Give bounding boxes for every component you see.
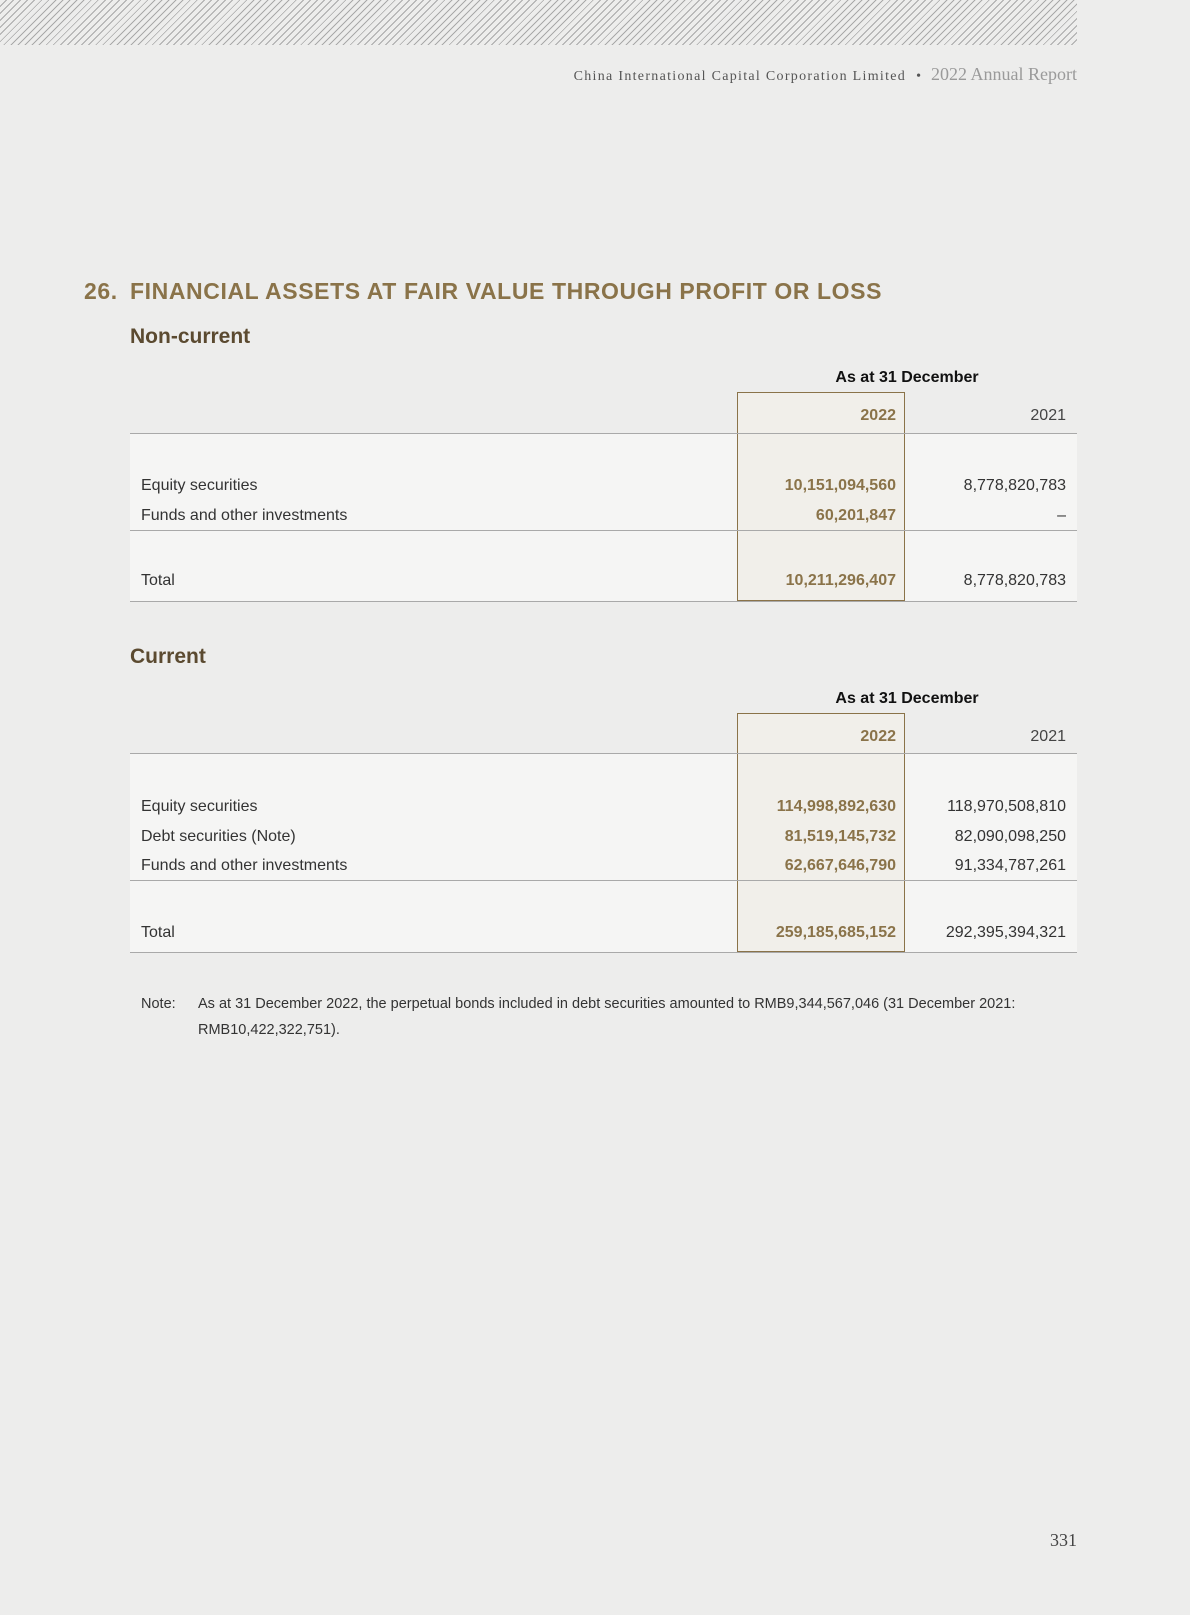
value-2021: 8,778,820,783 xyxy=(963,477,1066,494)
value-2021: 118,970,508,810 xyxy=(947,798,1066,815)
current-bottom-rule xyxy=(130,952,1077,953)
current-year-2021: 2021 xyxy=(1030,728,1066,745)
footnote xyxy=(141,991,1077,1043)
non-current-group-header: As at 31 December xyxy=(835,369,979,386)
note-label: Note: xyxy=(141,996,176,1012)
row-label: Equity securities xyxy=(141,798,258,815)
total-label: Total xyxy=(141,924,175,941)
value-2022: 60,201,847 xyxy=(815,507,896,524)
current-subtotal-rule xyxy=(130,880,1077,881)
table-row xyxy=(130,857,1077,879)
value-2022: 10,151,094,560 xyxy=(784,477,896,494)
current-heading: Current xyxy=(130,645,206,668)
non-current-bottom-rule xyxy=(130,601,1077,602)
current-body-bg xyxy=(130,754,1077,952)
non-current-subtotal-rule xyxy=(130,530,1077,531)
row-label: Equity securities xyxy=(141,477,258,494)
row-label: Funds and other investments xyxy=(141,507,348,524)
total-row xyxy=(130,924,1077,946)
report-title: 2022 Annual Report xyxy=(931,64,1077,84)
table-row xyxy=(130,798,1077,820)
row-label: Debt securities (Note) xyxy=(141,828,296,845)
current-year-2022: 2022 xyxy=(860,728,896,745)
total-label: Total xyxy=(141,572,175,589)
value-2022: 62,667,646,790 xyxy=(784,857,896,874)
non-current-heading: Non-current xyxy=(130,325,251,348)
current-group-header: As at 31 December xyxy=(835,690,979,707)
total-2021: 8,778,820,783 xyxy=(963,572,1066,589)
section-title-text: FINANCIAL ASSETS AT FAIR VALUE THROUGH PROFIT OR LOSS xyxy=(130,278,883,304)
header-separator: • xyxy=(916,69,921,84)
table-row xyxy=(130,477,1077,499)
total-2022: 10,211,296,407 xyxy=(785,572,896,589)
total-2021: 292,395,394,321 xyxy=(945,924,1066,941)
value-2021: 91,334,787,261 xyxy=(954,857,1066,874)
value-2022: 114,998,892,630 xyxy=(776,798,896,815)
row-label: Funds and other investments xyxy=(141,857,348,874)
non-current-year-2022: 2022 xyxy=(860,407,896,424)
section-title xyxy=(84,278,882,305)
section-number: 26. xyxy=(84,278,118,304)
decorative-hatch-band xyxy=(0,0,1077,45)
total-row xyxy=(130,572,1077,594)
value-2021: – xyxy=(1057,507,1066,524)
value-2021: 82,090,098,250 xyxy=(954,828,1066,845)
running-header xyxy=(574,64,1077,85)
table-row xyxy=(130,507,1077,529)
non-current-year-2021: 2021 xyxy=(1030,407,1066,424)
non-current-header-rule xyxy=(130,433,1077,434)
note-text: As at 31 December 2022, the perpetual bonds included in debt securities amounted to RMB9,344,567,046 (31 December 2021: RMB10,422,322,751). xyxy=(198,996,1016,1038)
page-number: 331 xyxy=(1050,1530,1077,1550)
company-name: China International Capital Corporation Limited xyxy=(573,69,907,84)
current-header-rule xyxy=(130,753,1077,754)
value-2022: 81,519,145,732 xyxy=(784,828,896,845)
table-row xyxy=(130,828,1077,850)
total-2022: 259,185,685,152 xyxy=(775,924,896,941)
